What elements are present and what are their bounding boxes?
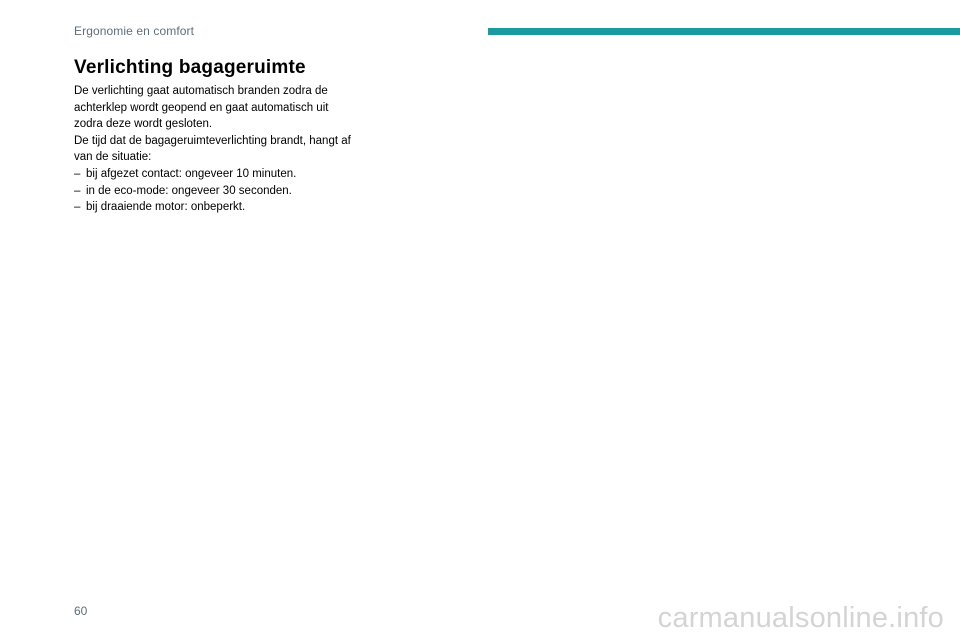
list-item	[74, 199, 354, 216]
list-item	[74, 166, 354, 183]
paragraph-intro: De verlichting gaat automatisch branden zodra de achterklep wordt geopend en gaat automatisch uit zodra deze wordt gesloten.	[74, 85, 329, 131]
watermark: carmanualsonline.info	[657, 602, 944, 634]
body-text	[74, 83, 354, 216]
page-title: Verlichting bagageruimte	[74, 57, 306, 78]
accent-bar	[488, 28, 960, 35]
list-dash: –	[74, 167, 81, 180]
list-dash: –	[74, 184, 81, 197]
duration-list	[74, 166, 354, 216]
list-item-text: bij afgezet contact: ongeveer 10 minuten.	[86, 167, 297, 180]
list-item	[74, 183, 354, 200]
section-header: Ergonomie en comfort	[74, 24, 195, 38]
list-item-text: in de eco-mode: ongeveer 30 seconden.	[86, 184, 292, 197]
page-number: 60	[74, 604, 88, 618]
list-dash: –	[74, 201, 81, 214]
paragraph-duration: De tijd dat de bagageruimteverlichting brandt, hangt af van de situatie:	[74, 134, 351, 164]
list-item-text: bij draaiende motor: onbeperkt.	[86, 201, 246, 214]
